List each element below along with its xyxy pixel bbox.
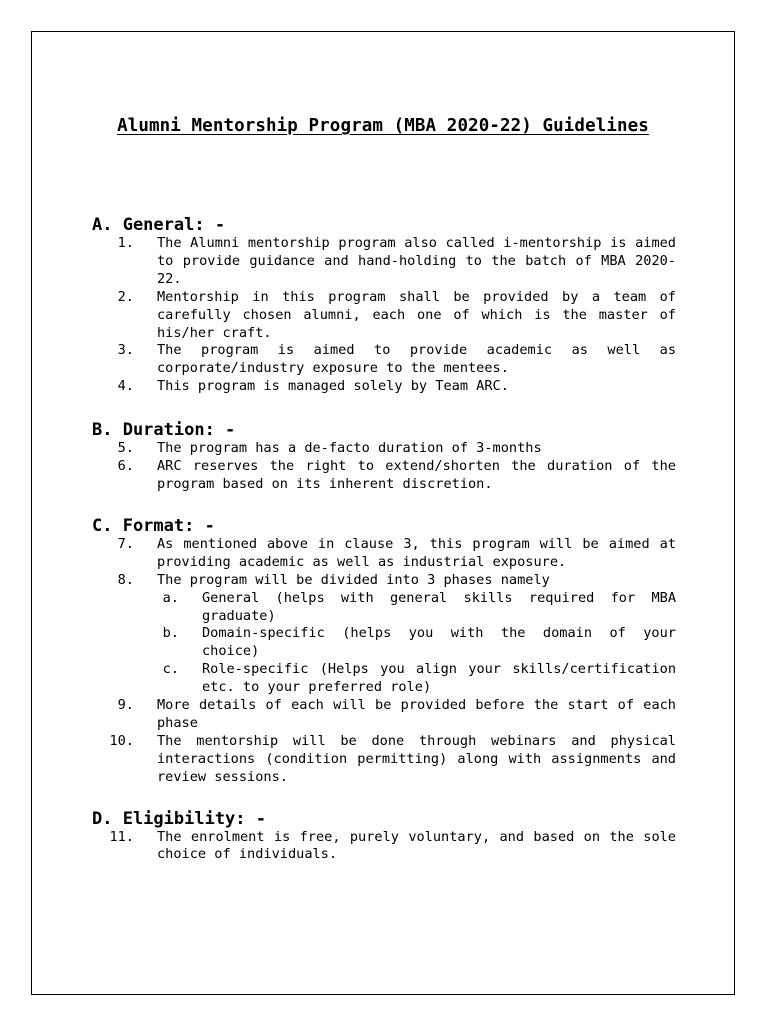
item-number: 6. bbox=[117, 458, 134, 475]
item-text: The program has a de-facto duration of 3-months bbox=[157, 440, 542, 457]
document-title: Alumni Mentorship Program (MBA 2020-22) Guidelines bbox=[117, 116, 649, 136]
list-item bbox=[92, 378, 676, 396]
item-text: The program is aimed to provide academic as well as corporate/industry exposure to the mentees. bbox=[157, 342, 676, 377]
list-item bbox=[92, 697, 676, 733]
document-body bbox=[92, 215, 676, 864]
item-number: 7. bbox=[117, 535, 134, 552]
item-text: The Alumni mentorship program also called i-mentorship is aimed to provide guidance and hand-holding to the batch of MBA 2020-22. bbox=[157, 235, 676, 287]
item-text: The enrolment is free, purely voluntary, and based on the sole choice of individuals. bbox=[157, 828, 676, 863]
list-item bbox=[92, 235, 676, 289]
item-text: The program will be divided into 3 phases namely bbox=[157, 571, 550, 588]
item-number: 4. bbox=[117, 378, 134, 395]
section-heading-duration: B. Duration: - bbox=[92, 420, 236, 441]
item-text: The mentorship will be done through webinars and physical interactions (condition permitting) along with assignments and review sessions. bbox=[157, 732, 676, 785]
eligibility-list bbox=[92, 829, 676, 865]
sub-item-text: General (helps with general skills required for MBA graduate) bbox=[202, 589, 676, 624]
item-text: As mentioned above in clause 3, this program will be aimed at providing academic as well as industrial exposure. bbox=[157, 535, 676, 570]
list-item bbox=[92, 440, 676, 458]
item-number: 5. bbox=[117, 440, 134, 457]
list-item bbox=[92, 536, 676, 572]
document-page bbox=[31, 31, 735, 995]
list-item bbox=[92, 458, 676, 494]
sub-list-item bbox=[92, 661, 676, 697]
item-number: 10. bbox=[109, 732, 134, 749]
item-number: 11. bbox=[109, 828, 134, 845]
list-item bbox=[92, 733, 676, 787]
section-heading-eligibility: D. Eligibility: - bbox=[92, 808, 266, 829]
section-heading-format: C. Format: - bbox=[92, 515, 215, 536]
sub-item-letter: a. bbox=[162, 589, 179, 606]
item-number: 2. bbox=[117, 288, 134, 305]
list-item bbox=[92, 572, 676, 590]
item-text: ARC reserves the right to extend/shorten the duration of the program based on its inherent discretion. bbox=[157, 458, 676, 492]
item-number: 8. bbox=[117, 571, 134, 588]
general-list bbox=[92, 235, 676, 396]
item-text: More details of each will be provided before the start of each phase bbox=[157, 697, 676, 731]
item-number: 9. bbox=[117, 697, 134, 714]
list-item bbox=[92, 829, 676, 865]
item-text: This program is managed solely by Team ARC. bbox=[157, 378, 509, 395]
list-item bbox=[92, 289, 676, 343]
item-number: 3. bbox=[117, 342, 134, 359]
sub-item-letter: b. bbox=[162, 625, 179, 642]
sub-item-letter: c. bbox=[162, 661, 179, 678]
item-text: Mentorship in this program shall be provided by a team of carefully chosen alumni, each one of which is the master of his/her craft. bbox=[157, 288, 676, 341]
section-heading-general: A. General: - bbox=[92, 215, 226, 235]
format-list bbox=[92, 536, 676, 787]
duration-list bbox=[92, 440, 676, 494]
sub-list-item bbox=[92, 625, 676, 661]
sub-item-text: Domain-specific (helps you with the domain of your choice) bbox=[202, 625, 676, 660]
sub-list-item bbox=[92, 590, 676, 626]
list-item bbox=[92, 342, 676, 378]
sub-item-text: Role-specific (Helps you align your skills/certification etc. to your preferred role) bbox=[202, 661, 676, 696]
item-number: 1. bbox=[117, 235, 134, 251]
